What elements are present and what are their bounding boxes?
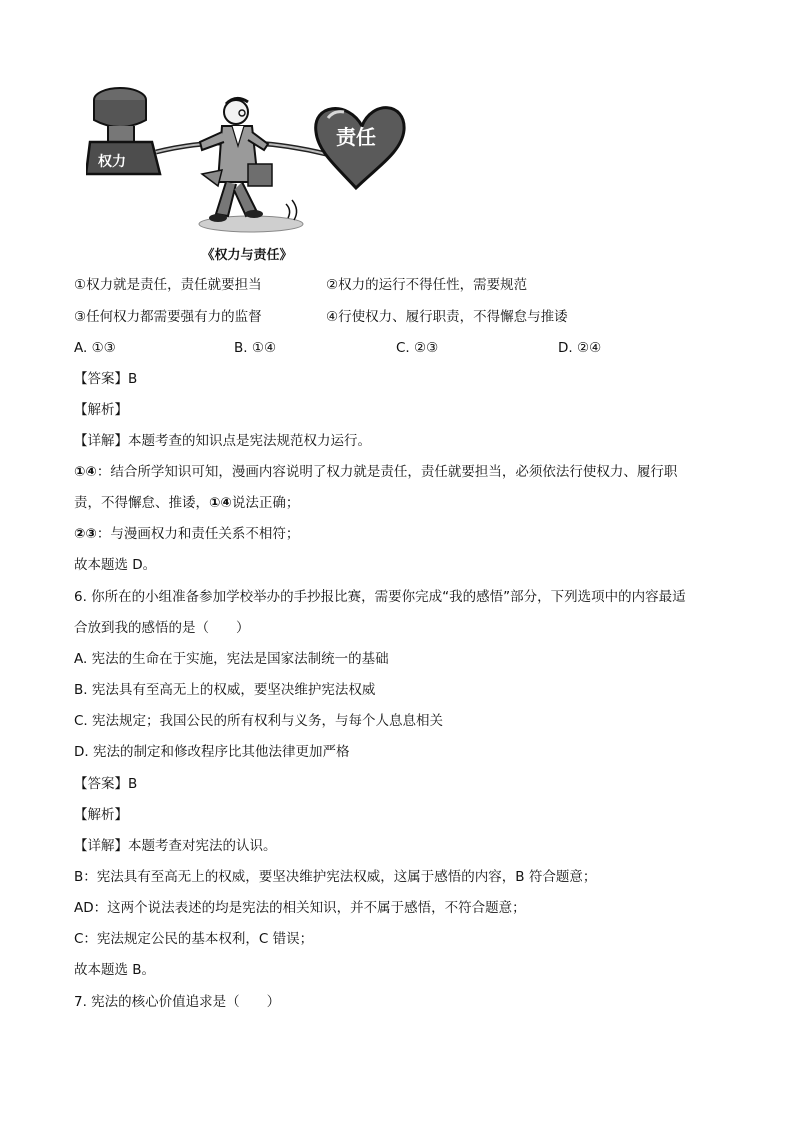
statement-2: ②权力的运行不得任性，需要规范 — [326, 277, 528, 293]
q5-option-c: C. ②③ — [396, 340, 439, 356]
responsibility-label: 责任 — [336, 125, 376, 149]
q5-explanation-1 — [74, 462, 677, 482]
q5-exp1-mark: ①④ — [74, 464, 97, 480]
q5-exp2-mark: ②③ — [74, 526, 97, 542]
q6-stem-line-1: 6. 你所在的小组准备参加学校举办的手抄报比赛，需要你完成“我的感悟”部分，下列选项中的内容最适 — [74, 589, 686, 605]
q5-analysis-heading: 【解析】 — [74, 402, 128, 418]
q5-answer: 【答案】B — [74, 371, 138, 387]
q5-option-d: D. ②④ — [558, 340, 602, 356]
power-and-responsibility-cartoon — [86, 86, 408, 238]
q6-detail: 【详解】本题考查对宪法的认识。 — [74, 838, 277, 854]
man-figure — [200, 98, 297, 222]
q6-stem-line-2: 合放到我的感悟的是（ ） — [74, 620, 250, 636]
q5-exp1-cont-text: 责，不得懈怠、推诿， — [74, 495, 209, 511]
q5-exp2-text: ：与漫画权力和责任关系不相符； — [96, 526, 300, 542]
q6-conclusion: 故本题选 B。 — [74, 962, 156, 978]
q6-answer: 【答案】B — [74, 776, 138, 792]
q5-exp1-text: ：结合所学知识可知，漫画内容说明了权力就是责任，责任就要担当，必须依法行使权力、履行职 — [96, 464, 678, 480]
q6-explanation-1: B：宪法具有至高无上的权威，要坚决维护宪法权威，这属于感悟的内容，B 符合题意； — [74, 869, 597, 885]
q5-exp1-cont-mark: ①④ — [209, 495, 232, 511]
q7-stem: 7. 宪法的核心价值追求是（ ） — [74, 994, 281, 1010]
q5-explanation-2 — [74, 524, 299, 544]
statement-3: ③任何权力都需要强有力的监督 — [74, 309, 262, 325]
illustration-caption: 《权力与责任》 — [201, 248, 293, 263]
q5-exp1-cont-tail: 说法正确； — [231, 495, 300, 511]
statement-4: ④行使权力、履行职责，不得懈怠与推诿 — [326, 309, 568, 325]
power-label: 权力 — [98, 154, 126, 170]
q6-explanation-3: C：宪法规定公民的基本权利，C 错误； — [74, 931, 314, 947]
q6-analysis-heading: 【解析】 — [74, 807, 128, 823]
q6-option-a: A. 宪法的生命在于实施，宪法是国家法制统一的基础 — [74, 651, 389, 667]
q5-explanation-1-cont — [74, 493, 299, 513]
q5-option-b: B. ①④ — [234, 340, 277, 356]
q6-option-b: B. 宪法具有至高无上的权威，要坚决维护宪法权威 — [74, 682, 376, 698]
q6-explanation-2: AD：这两个说法表述的均是宪法的相关知识，并不属于感悟，不符合题意； — [74, 900, 526, 916]
q6-option-d: D. 宪法的制定和修改程序比其他法律更加严格 — [74, 744, 350, 760]
q5-detail: 【详解】本题考查的知识点是宪法规范权力运行。 — [74, 433, 371, 449]
statement-1: ①权力就是责任，责任就要担当 — [74, 277, 262, 293]
q5-option-a: A. ①③ — [74, 340, 116, 356]
q5-conclusion: 故本题选 D。 — [74, 557, 157, 573]
q6-option-c: C. 宪法规定；我国公民的所有权利与义务，与每个人息息相关 — [74, 713, 444, 729]
